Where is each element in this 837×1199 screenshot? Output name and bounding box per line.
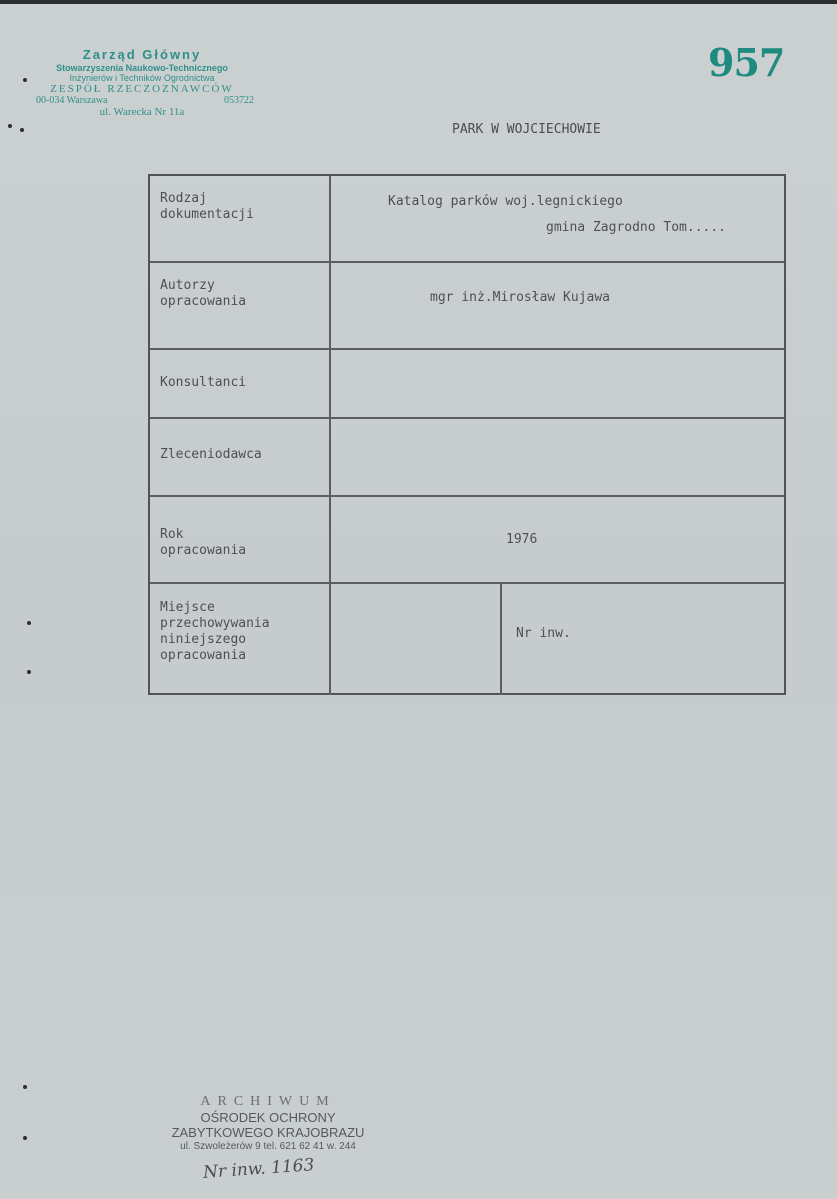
label-line: Rodzaj: [160, 191, 207, 206]
archive-stamp-line-1: ARCHIWUM: [200, 1094, 336, 1109]
row-label: [150, 176, 331, 261]
archive-stamp-line-2: OŚRODEK OCHRONY: [200, 1110, 336, 1125]
table-row-consultants: [150, 350, 784, 419]
margin-dot: [23, 1136, 27, 1140]
year-value: 1976: [506, 532, 538, 547]
row-label: [150, 584, 331, 695]
archive-stamp: [158, 1094, 378, 1154]
margin-dot: [23, 1085, 27, 1089]
stamp-line-6: ul. Warecka Nr 11a: [99, 106, 185, 119]
archive-stamp-line-4: ul. Szwoleżerów 9 tel. 621 62 41 w. 244: [180, 1141, 356, 1152]
stamp-line-3: Inżynierów i Techników Ogrodnictwa: [69, 72, 215, 83]
organization-stamp: [22, 48, 262, 119]
handwritten-inventory-number: Nr inw. 1163: [202, 1155, 315, 1183]
margin-dot: [20, 128, 24, 132]
row-label: [150, 350, 331, 417]
stamp-line-5: [22, 95, 262, 106]
margin-dot: [27, 621, 31, 625]
label-line: Konsultanci: [160, 375, 247, 390]
margin-dot: [23, 78, 27, 82]
row-label: [150, 497, 331, 582]
documentation-type-value-1: Katalog parków woj.legnickiego: [388, 194, 623, 209]
label-line: niniejszego: [160, 632, 247, 647]
label-line: dokumentacji: [160, 207, 254, 222]
column-divider: [500, 584, 502, 695]
table-row-documentation-type: [150, 176, 784, 263]
label-line: Autorzy: [160, 278, 215, 293]
inventory-number-label: Nr inw.: [516, 626, 571, 641]
margin-dot: [8, 124, 12, 128]
label-line: opracowania: [160, 543, 247, 558]
stamp-code: 053722: [224, 95, 254, 107]
table-row-year: [150, 497, 784, 584]
scan-top-edge: [0, 0, 837, 4]
stamp-line-2: Stowarzyszenia Naukowo-Technicznego: [56, 62, 228, 73]
archive-stamp-line-3: ZABYTKOWEGO KRAJOBRAZU: [171, 1125, 365, 1140]
documentation-type-value-2: gmina Zagrodno Tom.....: [546, 220, 727, 235]
table-row-commissioner: [150, 419, 784, 497]
stamp-address-city: 00-034 Warszawa: [36, 95, 108, 107]
margin-dot: [27, 670, 31, 674]
table-row-authors: [150, 263, 784, 350]
row-label: [150, 263, 331, 348]
table-row-storage-location: [150, 584, 784, 695]
label-line: przechowywania: [160, 616, 270, 631]
label-line: Miejsce: [160, 600, 215, 615]
label-line: Zleceniodawca: [160, 447, 262, 462]
document-number: 957: [708, 40, 785, 85]
authors-value: mgr inż.Mirosław Kujawa: [430, 290, 611, 305]
stamp-line-4: ZESPÓŁ RZECZOZNAWCÓW: [50, 82, 234, 95]
documentation-form-table: [148, 174, 786, 695]
label-line: opracowania: [160, 648, 247, 663]
label-line: opracowania: [160, 294, 247, 309]
label-line: Rok: [160, 527, 184, 542]
page-title: PARK W WOJCIECHOWIE: [452, 122, 601, 137]
row-label: [150, 419, 331, 495]
stamp-line-1: Zarząd Główny: [82, 47, 202, 62]
